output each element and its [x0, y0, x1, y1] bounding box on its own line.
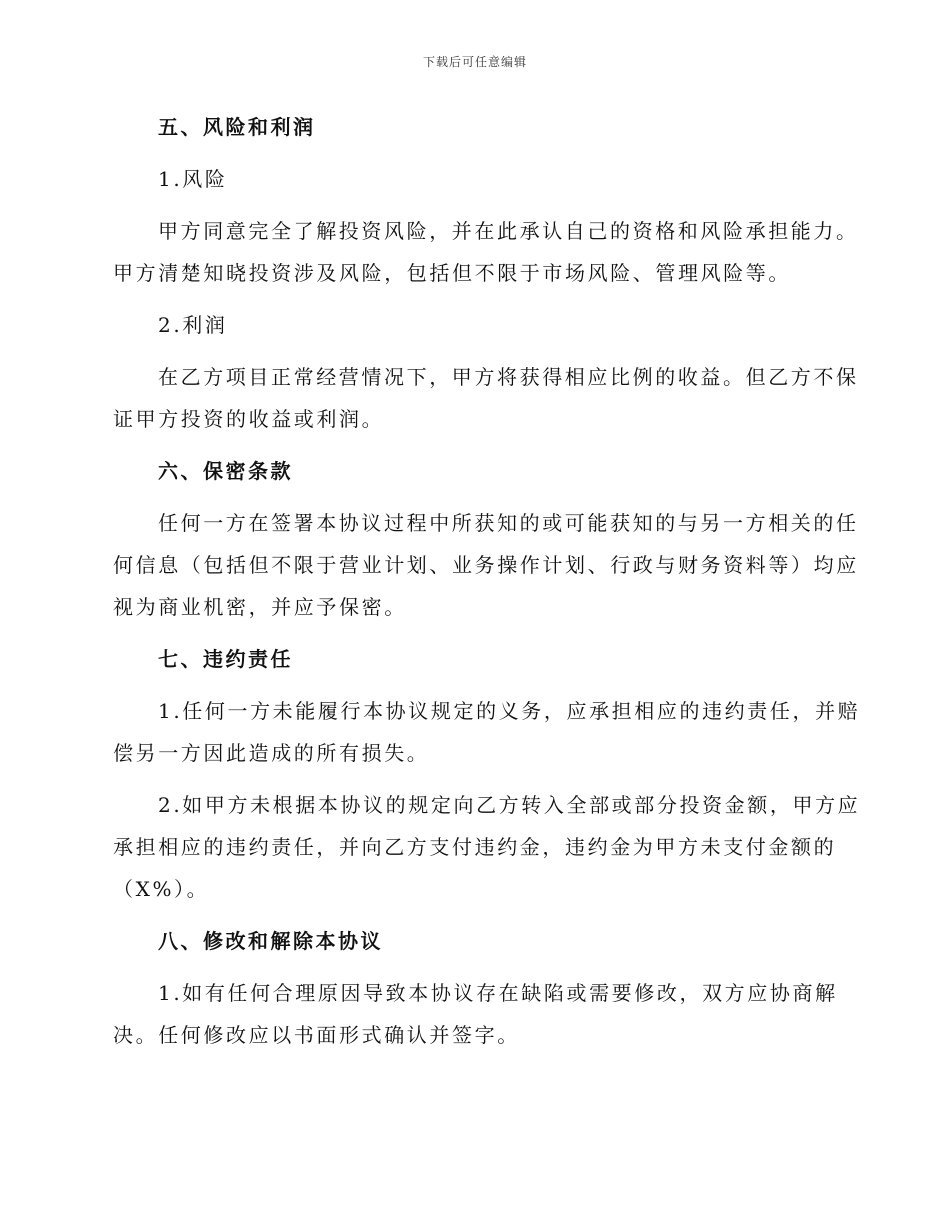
section-heading-8: 八、修改和解除本协议: [158, 929, 383, 953]
paragraph-line: 在乙方项目正常经营情况下，甲方将获得相应比例的收益。但乙方不保: [158, 365, 859, 389]
paragraph-line: 偿另一方因此造成的所有损失。: [113, 741, 430, 765]
section-heading-7: 七、违约责任: [158, 647, 293, 671]
subheading-risk: 1.风险: [158, 167, 228, 191]
paragraph-line: 决。任何修改应以书面形式确认并签字。: [113, 1023, 520, 1047]
paragraph-line: 证甲方投资的收益或利润。: [113, 407, 385, 431]
page-header: 下载后可任意编辑: [422, 55, 527, 69]
paragraph-line: 何信息（包括但不限于营业计划、业务操作计划、行政与财务资料等）均应: [113, 553, 859, 577]
paragraph-line: 2.如甲方未根据本协议的规定向乙方转入全部或部分投资金额，甲方应: [158, 793, 861, 817]
section-heading-5: 五、风险和利润: [158, 115, 316, 139]
paragraph-line: 视为商业机密，并应予保密。: [113, 595, 407, 619]
paragraph-line: 甲方同意完全了解投资风险，并在此承认自己的资格和风险承担能力。: [158, 219, 859, 243]
section-heading-6: 六、保密条款: [158, 459, 293, 483]
subheading-profit: 2.利润: [158, 313, 228, 337]
paragraph-line: （X%）。: [113, 877, 210, 901]
paragraph-line: 1.如有任何合理原因导致本协议存在缺陷或需要修改，双方应协商解: [158, 981, 838, 1005]
paragraph-line: 任何一方在签署本协议过程中所获知的或可能获知的与另一方相关的任: [158, 511, 859, 535]
paragraph-line: 1.任何一方未能履行本协议规定的义务，应承担相应的违约责任，并赔: [158, 699, 861, 723]
paragraph-line: 承担相应的违约责任，并向乙方支付违约金，违约金为甲方未支付金额的: [113, 835, 837, 859]
paragraph-line: 甲方清楚知晓投资涉及风险，包括但不限于市场风险、管理风险等。: [113, 261, 791, 285]
